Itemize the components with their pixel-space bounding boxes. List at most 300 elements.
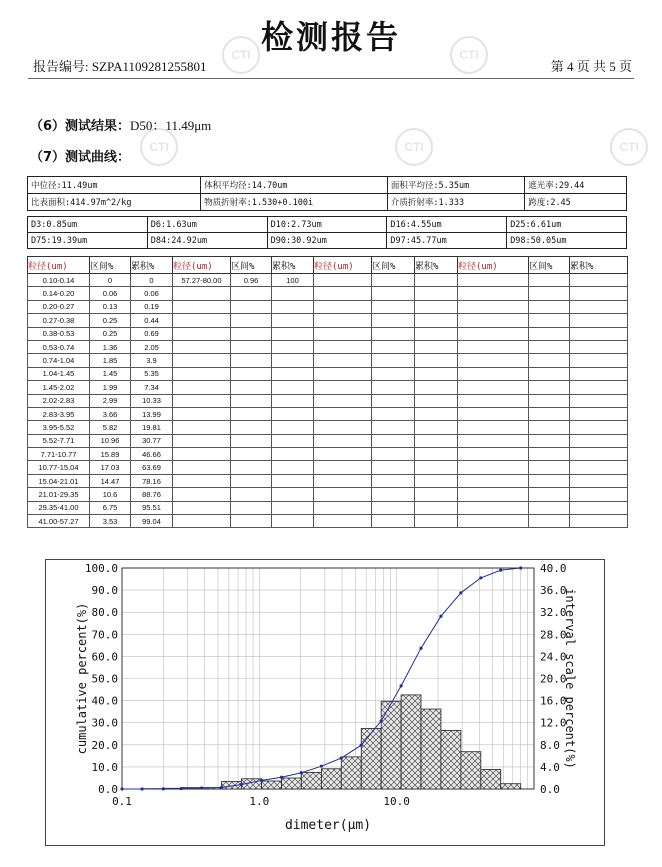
size-cell: 1.45-2.02 [28,381,90,394]
empty-cell [458,367,529,380]
empty-cell [231,407,272,420]
empty-cell [570,381,628,394]
empty-cell [570,488,628,501]
cumulative-point [459,591,462,594]
empty-cell [570,407,628,420]
cumulative-cell: 19.81 [131,421,173,434]
empty-cell [458,354,529,367]
y-right-tick-label: 0.0 [540,783,560,796]
col-header-cumulative: 累积% [131,257,173,274]
interval-cell: 10.6 [90,488,131,501]
empty-cell [173,394,231,407]
cumulative-point [140,787,143,790]
empty-cell [458,448,529,461]
interval-bar [481,769,501,789]
empty-cell [231,314,272,327]
interval-cell: 0.96 [231,274,272,287]
y-left-tick-label: 100.0 [84,562,118,575]
empty-cell [415,501,458,514]
cumulative-point [360,744,363,747]
empty-cell [529,394,570,407]
y-left-axis-label: cumulative percent(%) [75,602,89,755]
table-row [28,474,628,487]
y-left-tick-label: 60.0 [91,650,118,664]
empty-cell [173,461,231,474]
empty-cell [272,407,314,420]
interval-cell: 1.36 [90,340,131,353]
size-cell: 2.02-2.83 [28,394,90,407]
y-left-tick-label: 10.0 [91,760,118,774]
empty-cell [272,474,314,487]
cumulative-point [260,779,263,782]
empty-cell [570,501,628,514]
empty-cell [314,287,372,300]
empty-cell [272,461,314,474]
table-row [28,381,628,394]
col-header-interval: 区间% [529,257,570,274]
empty-cell [314,381,372,394]
table-row [28,314,628,327]
y-right-tick-label: 28.0 [540,628,567,642]
cumulative-point [519,566,522,569]
empty-cell [173,448,231,461]
psd-chart [45,559,605,846]
empty-cell [272,488,314,501]
size-cell: 41.00-57.27 [28,515,90,528]
interval-cell: 0.13 [90,300,131,313]
empty-cell [314,314,372,327]
interval-cell: 1.45 [90,367,131,380]
cumulative-cell: 46.66 [131,448,173,461]
empty-cell [173,354,231,367]
y-left-tick-label: 20.0 [91,738,118,752]
empty-cell [314,340,372,353]
empty-cell [314,367,372,380]
size-cell: 7.71-10.77 [28,448,90,461]
empty-cell [372,488,415,501]
empty-cell [272,340,314,353]
cumulative-point [120,787,123,790]
empty-cell [570,461,628,474]
cumulative-point [200,786,203,789]
empty-cell [231,340,272,353]
empty-cell [415,448,458,461]
cumulative-point [300,771,303,774]
empty-cell [372,474,415,487]
col-header-interval: 区间% [90,257,131,274]
empty-cell [173,381,231,394]
interval-cell: 1.85 [90,354,131,367]
interval-bar [461,752,481,789]
report-number: 报告编号: SZPA1109281255801 [33,59,207,74]
empty-cell [372,515,415,528]
d-value-cell: D84:24.92um [147,233,267,249]
y-right-tick-label: 4.0 [540,760,560,774]
table-row [28,421,628,434]
cumulative-point [499,569,502,572]
size-cell: 15.04-21.01 [28,474,90,487]
empty-cell [231,421,272,434]
empty-cell [314,274,372,287]
empty-cell [415,474,458,487]
empty-cell [372,354,415,367]
header-divider [28,78,634,79]
empty-cell [415,515,458,528]
interval-cell: 0.25 [90,314,131,327]
empty-cell [570,314,628,327]
empty-cell [272,434,314,447]
interval-bar [441,730,461,789]
empty-cell [314,474,372,487]
summary-cell: 物质折射率:1.530+0.100i [201,194,388,211]
d-values-row [28,217,627,233]
size-cell: 0.20-0.27 [28,300,90,313]
empty-cell [314,394,372,407]
col-header-interval: 区间% [372,257,415,274]
empty-cell [231,381,272,394]
y-right-tick-label: 16.0 [540,694,567,708]
empty-cell [231,394,272,407]
empty-cell [570,354,628,367]
x-tick-label: 10.0 [383,795,410,808]
empty-cell [314,327,372,340]
empty-cell [314,515,372,528]
cumulative-cell: 2.05 [131,340,173,353]
empty-cell [458,474,529,487]
empty-cell [272,300,314,313]
cumulative-point [419,647,422,650]
empty-cell [231,461,272,474]
empty-cell [570,340,628,353]
d-values-row [28,233,627,249]
empty-cell [272,421,314,434]
cumulative-cell: 30.77 [131,434,173,447]
summary-cell: 体积平均径:14.70um [201,177,388,194]
watermark-logo: CTI [140,128,178,166]
cumulative-cell: 100 [272,274,314,287]
psd-header-row [28,257,628,274]
d-values-table [27,216,627,249]
empty-cell [415,394,458,407]
empty-cell [314,354,372,367]
cumulative-cell: 7.34 [131,381,173,394]
empty-cell [173,314,231,327]
empty-cell [314,448,372,461]
size-cell: 0.10-0.14 [28,274,90,287]
empty-cell [272,501,314,514]
interval-bar [262,781,282,789]
d-value-cell: D25:6.61um [507,217,627,233]
summary-cell: 比表面积:414.97m^2/kg [28,194,201,211]
col-header-size: 粒径(um) [28,257,90,274]
empty-cell [415,461,458,474]
empty-cell [529,314,570,327]
empty-cell [529,381,570,394]
result-value: D50：11.49μm [130,118,212,133]
empty-cell [570,274,628,287]
y-left-tick-label: 50.0 [91,672,118,686]
y-right-tick-label: 32.0 [540,606,567,620]
cumulative-point [439,615,442,618]
empty-cell [372,381,415,394]
cumulative-cell: 3.9 [131,354,173,367]
empty-cell [415,488,458,501]
empty-cell [415,287,458,300]
empty-cell [458,407,529,420]
table-row [28,340,628,353]
cumulative-cell: 0.19 [131,300,173,313]
x-tick-label: 1.0 [249,795,270,808]
y-right-tick-label: 36.0 [540,584,567,598]
empty-cell [415,354,458,367]
empty-cell [372,327,415,340]
cumulative-cell: 0.69 [131,327,173,340]
empty-cell [314,461,372,474]
empty-cell [458,381,529,394]
empty-cell [173,488,231,501]
col-header-cumulative: 累积% [415,257,458,274]
empty-cell [372,274,415,287]
empty-cell [173,434,231,447]
y-right-tick-label: 8.0 [540,738,560,752]
empty-cell [231,515,272,528]
empty-cell [458,488,529,501]
d-value-cell: D97:45.77um [387,233,507,249]
table-row [28,501,628,514]
cumulative-cell: 13.99 [131,407,173,420]
empty-cell [570,515,628,528]
empty-cell [458,434,529,447]
page-info: 第 4 页 共 5 页 [550,59,632,74]
interval-bar [421,709,441,789]
empty-cell [570,367,628,380]
empty-cell [570,421,628,434]
interval-cell: 5.82 [90,421,131,434]
table-row [28,448,628,461]
empty-cell [570,327,628,340]
cumulative-cell: 95.51 [131,501,173,514]
interval-cell: 0.06 [90,287,131,300]
empty-cell [415,300,458,313]
x-tick-label: 0.1 [112,795,132,808]
empty-cell [372,434,415,447]
interval-bar [401,695,421,789]
size-cell: 29.35-41.00 [28,501,90,514]
empty-cell [372,314,415,327]
x-axis-label: dimeter(μm) [284,818,372,833]
empty-cell [372,407,415,420]
empty-cell [529,434,570,447]
empty-cell [231,367,272,380]
interval-cell: 0.25 [90,327,131,340]
d-value-cell: D90:30.92um [267,233,387,249]
col-header-size: 粒径(um) [314,257,372,274]
cumulative-point [399,684,402,687]
interval-bar [321,769,341,789]
summary-row [28,194,627,211]
size-cell: 0.53-0.74 [28,340,90,353]
y-left-tick-label: 70.0 [91,628,118,642]
empty-cell [173,474,231,487]
empty-cell [272,448,314,461]
cumulative-cell: 10.33 [131,394,173,407]
empty-cell [458,515,529,528]
empty-cell [231,354,272,367]
empty-cell [458,461,529,474]
cumulative-cell: 88.76 [131,488,173,501]
interval-bar [281,778,301,789]
empty-cell [570,300,628,313]
y-left-tick-label: 90.0 [91,584,118,598]
empty-cell [529,515,570,528]
empty-cell [458,327,529,340]
table-row [28,300,628,313]
y-right-tick-label: 24.0 [540,650,567,664]
cumulative-point [162,787,165,790]
empty-cell [372,421,415,434]
empty-cell [458,300,529,313]
empty-cell [458,394,529,407]
d-value-cell: D75:19.39um [28,233,148,249]
cumulative-point [320,765,323,768]
summary-cell: 面积平均径:5.35um [387,177,524,194]
empty-cell [231,287,272,300]
size-cell: 21.01-29.35 [28,488,90,501]
size-cell: 0.74-1.04 [28,354,90,367]
empty-cell [173,340,231,353]
empty-cell [415,421,458,434]
report-title: 检测报告 [260,18,401,56]
empty-cell [372,300,415,313]
cumulative-cell: 63.69 [131,461,173,474]
empty-cell [173,327,231,340]
empty-cell [570,448,628,461]
empty-cell [231,448,272,461]
d-value-cell: D6:1.63um [147,217,267,233]
empty-cell [231,488,272,501]
empty-cell [570,394,628,407]
empty-cell [372,394,415,407]
interval-cell: 1.99 [90,381,131,394]
empty-cell [458,287,529,300]
empty-cell [231,300,272,313]
empty-cell [415,407,458,420]
empty-cell [570,474,628,487]
size-cell: 1.04-1.45 [28,367,90,380]
empty-cell [314,501,372,514]
size-cell: 2.83-3.95 [28,407,90,420]
empty-cell [529,448,570,461]
empty-cell [314,407,372,420]
cumulative-point [340,756,343,759]
size-cell: 57.27-80.00 [173,274,231,287]
empty-cell [272,327,314,340]
empty-cell [173,287,231,300]
empty-cell [529,461,570,474]
table-row [28,394,628,407]
d-value-cell: D3:0.85um [28,217,148,233]
empty-cell [570,434,628,447]
empty-cell [314,300,372,313]
empty-cell [173,421,231,434]
y-left-tick-label: 40.0 [91,694,118,708]
cumulative-cell: 5.35 [131,367,173,380]
empty-cell [415,274,458,287]
empty-cell [231,327,272,340]
summary-cell: 介质折射率:1.333 [387,194,524,211]
table-row [28,461,628,474]
empty-cell [272,381,314,394]
size-cell: 0.38-0.53 [28,327,90,340]
empty-cell [529,407,570,420]
watermark-logo: CTI [610,128,648,166]
y-right-tick-label: 40.0 [540,562,567,575]
size-cell: 0.27-0.38 [28,314,90,327]
interval-cell: 15.89 [90,448,131,461]
empty-cell [415,327,458,340]
empty-cell [231,434,272,447]
col-header-cumulative: 累积% [570,257,628,274]
size-cell: 5.52-7.71 [28,434,90,447]
empty-cell [529,474,570,487]
empty-cell [272,314,314,327]
empty-cell [415,340,458,353]
y-right-tick-label: 12.0 [540,716,567,730]
cumulative-point [280,776,283,779]
empty-cell [173,501,231,514]
d-value-cell: D10:2.73um [267,217,387,233]
empty-cell [372,461,415,474]
empty-cell [231,474,272,487]
interval-bar [361,728,381,789]
empty-cell [173,515,231,528]
empty-cell [529,367,570,380]
d-value-cell: D98:50.05um [507,233,627,249]
size-cell: 10.77-15.04 [28,461,90,474]
watermark-logo: CTI [395,128,433,166]
watermark-logo: CTI [450,36,488,74]
empty-cell [458,421,529,434]
empty-cell [415,434,458,447]
empty-cell [415,314,458,327]
watermark-logo: CTI [222,36,260,74]
col-header-size: 粒径(um) [458,257,529,274]
curve-label: （7）测试曲线： [30,150,131,165]
empty-cell [529,287,570,300]
cumulative-cell: 0.06 [131,287,173,300]
interval-cell: 3.53 [90,515,131,528]
cumulative-cell: 0.44 [131,314,173,327]
interval-cell: 6.75 [90,501,131,514]
summary-cell: 遮光率:29.44 [525,177,627,194]
empty-cell [272,394,314,407]
table-row [28,407,628,420]
interval-cell: 14.47 [90,474,131,487]
cumulative-cell: 78.16 [131,474,173,487]
interval-bar [341,757,361,789]
cumulative-point [180,787,183,790]
empty-cell [372,340,415,353]
interval-cell: 3.66 [90,407,131,420]
d-value-cell: D16:4.55um [387,217,507,233]
psd-table [27,256,628,528]
y-left-tick-label: 30.0 [91,716,118,730]
empty-cell [529,354,570,367]
empty-cell [314,434,372,447]
table-row [28,354,628,367]
empty-cell [372,448,415,461]
empty-cell [173,407,231,420]
